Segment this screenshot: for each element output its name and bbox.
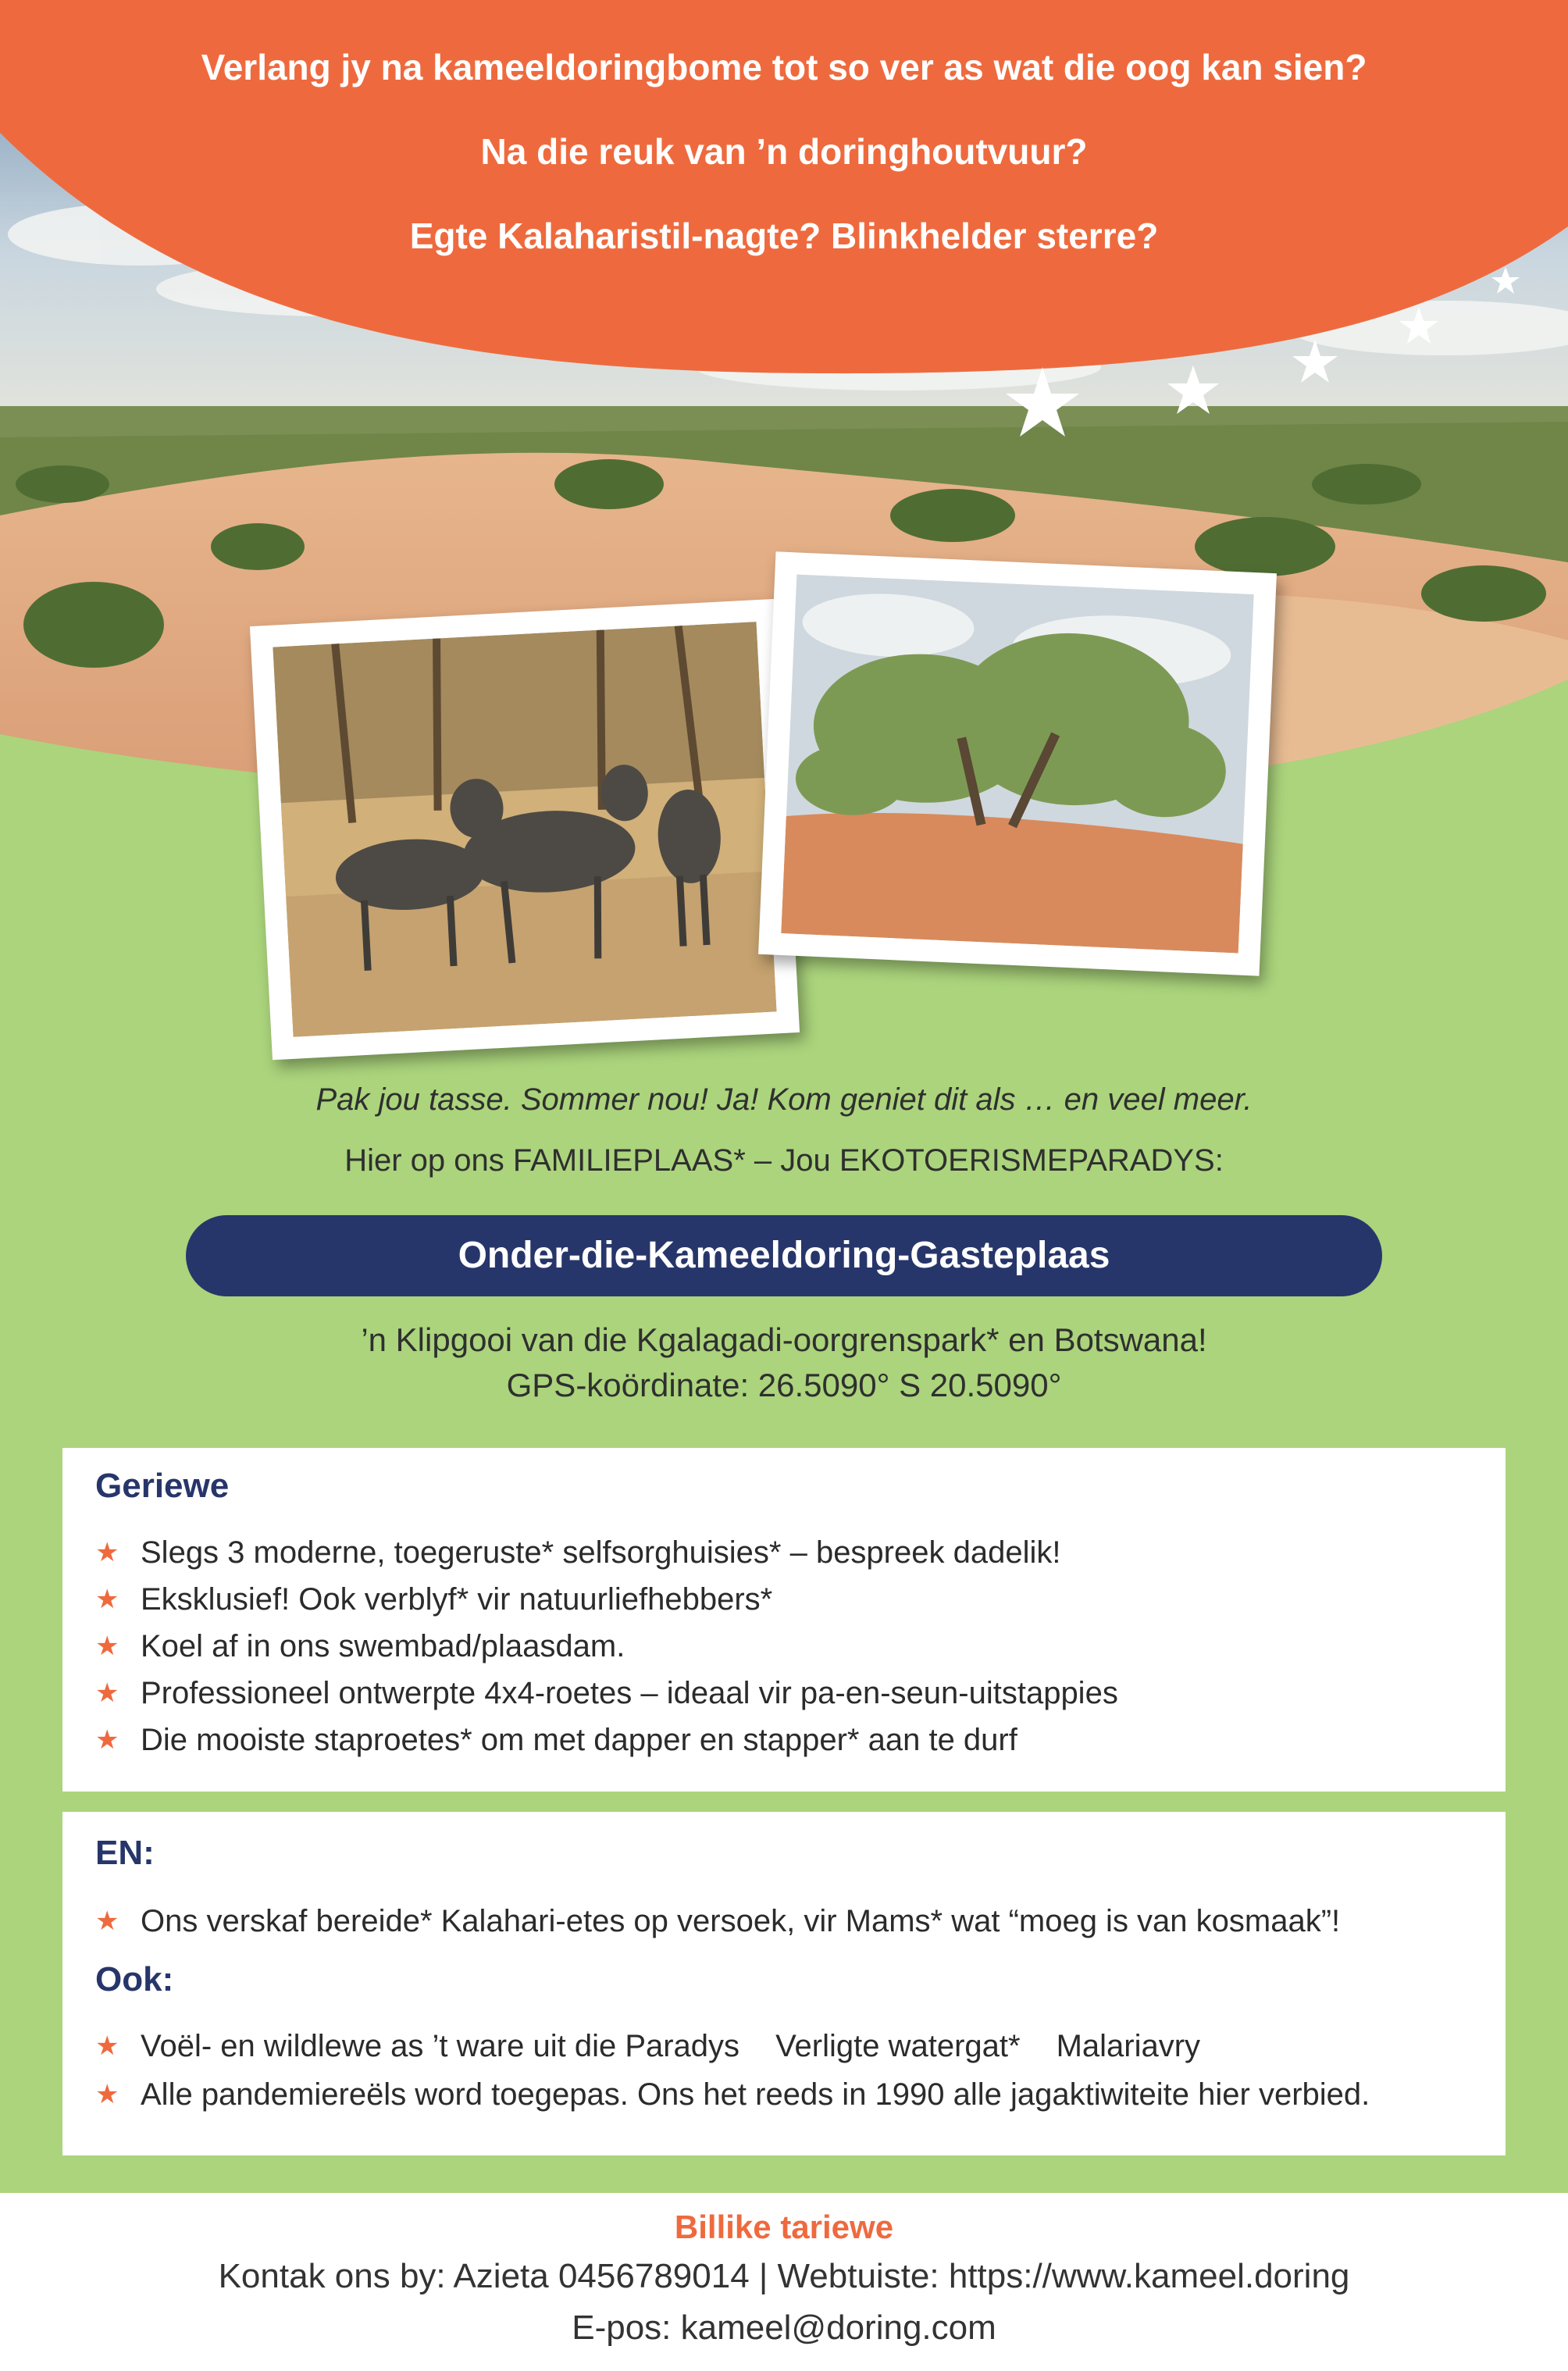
intro-line: Hier op ons FAMILIEPLAAS* – Jou EKOTOERISMEPARADYS:: [344, 1143, 1224, 1178]
list-item: ★ Koel af in ons swembad/plaasdam.: [95, 1629, 625, 1663]
email-line: E-pos: kameel@doring.com: [572, 2309, 996, 2347]
en-heading: EN:: [95, 1834, 155, 1872]
gps-coordinates: GPS-koördinate: 26.5090° S 20.5090°: [506, 1367, 1062, 1403]
location-line: ’n Klipgooi van die Kgalagadi-oorgrenspark* en Botswana!: [361, 1321, 1207, 1358]
wildebeest-photo: [250, 599, 800, 1061]
ook-heading: Ook:: [95, 1960, 174, 1998]
star-icon: ★: [95, 2080, 119, 2109]
star-icon: ★: [95, 1585, 119, 1614]
list-item: ★ Voël- en wildlewe as ’t ware uit die Paradys Verligte watergat* Malariavry: [95, 2029, 1201, 2063]
star-icon: ★: [95, 1725, 119, 1755]
star-icon: ★: [95, 1678, 119, 1708]
list-item: ★ Die mooiste staproetes* om met dapper en stapper* aan te durf: [95, 1723, 1017, 1757]
hero-question-1: Verlang jy na kameeldoringbome tot so ver as wat die oog kan sien?: [201, 47, 1367, 87]
contact-footer: [0, 2193, 1568, 2371]
farm-name-banner: Onder-die-Kameeldoring-Gasteplaas: [186, 1215, 1382, 1296]
list-item: ★ Slegs 3 moderne, toegeruste* selfsorghuisies* – bespreek dadelik!: [95, 1535, 1061, 1570]
list-item: ★ Ons verskaf bereide* Kalahari-etes op versoek, vir Mams* wat “moeg is van kosmaak”!: [95, 1904, 1341, 1938]
rates-heading: Billike tariewe: [674, 2209, 894, 2245]
star-icon: ★: [95, 1538, 119, 1567]
hero-question-3: Egte Kalaharistil-nagte? Blinkhelder sterre?: [409, 216, 1159, 256]
camelthorn-tree-photo: [758, 551, 1277, 976]
star-icon: ★: [95, 1631, 119, 1661]
contact-line: Kontak ons by: Azieta 0456789014 | Webtuiste: https://www.kameel.doring: [218, 2257, 1350, 2295]
list-item: ★ Alle pandemiereëls word toegepas. Ons het reeds in 1990 alle jagaktiwiteite hier verbied.: [95, 2077, 1370, 2112]
hero-question-2: Na die reuk van ’n doringhoutvuur?: [480, 131, 1088, 172]
extras-panel: [62, 1812, 1506, 2155]
intro-italic-line: Pak jou tasse. Sommer nou! Ja! Kom geniet dit als … en veel meer.: [315, 1082, 1253, 1117]
list-item: ★ Eksklusief! Ook verblyf* vir natuurliefhebbers*: [95, 1582, 773, 1617]
star-icon: ★: [95, 1906, 119, 1936]
facilities-heading: Geriewe: [95, 1467, 230, 1505]
star-icon: ★: [95, 2031, 119, 2061]
facilities-panel: [62, 1448, 1506, 1792]
list-item: ★ Professioneel ontwerpte 4x4-roetes – ideaal vir pa-en-seun-uitstappies: [95, 1676, 1118, 1710]
